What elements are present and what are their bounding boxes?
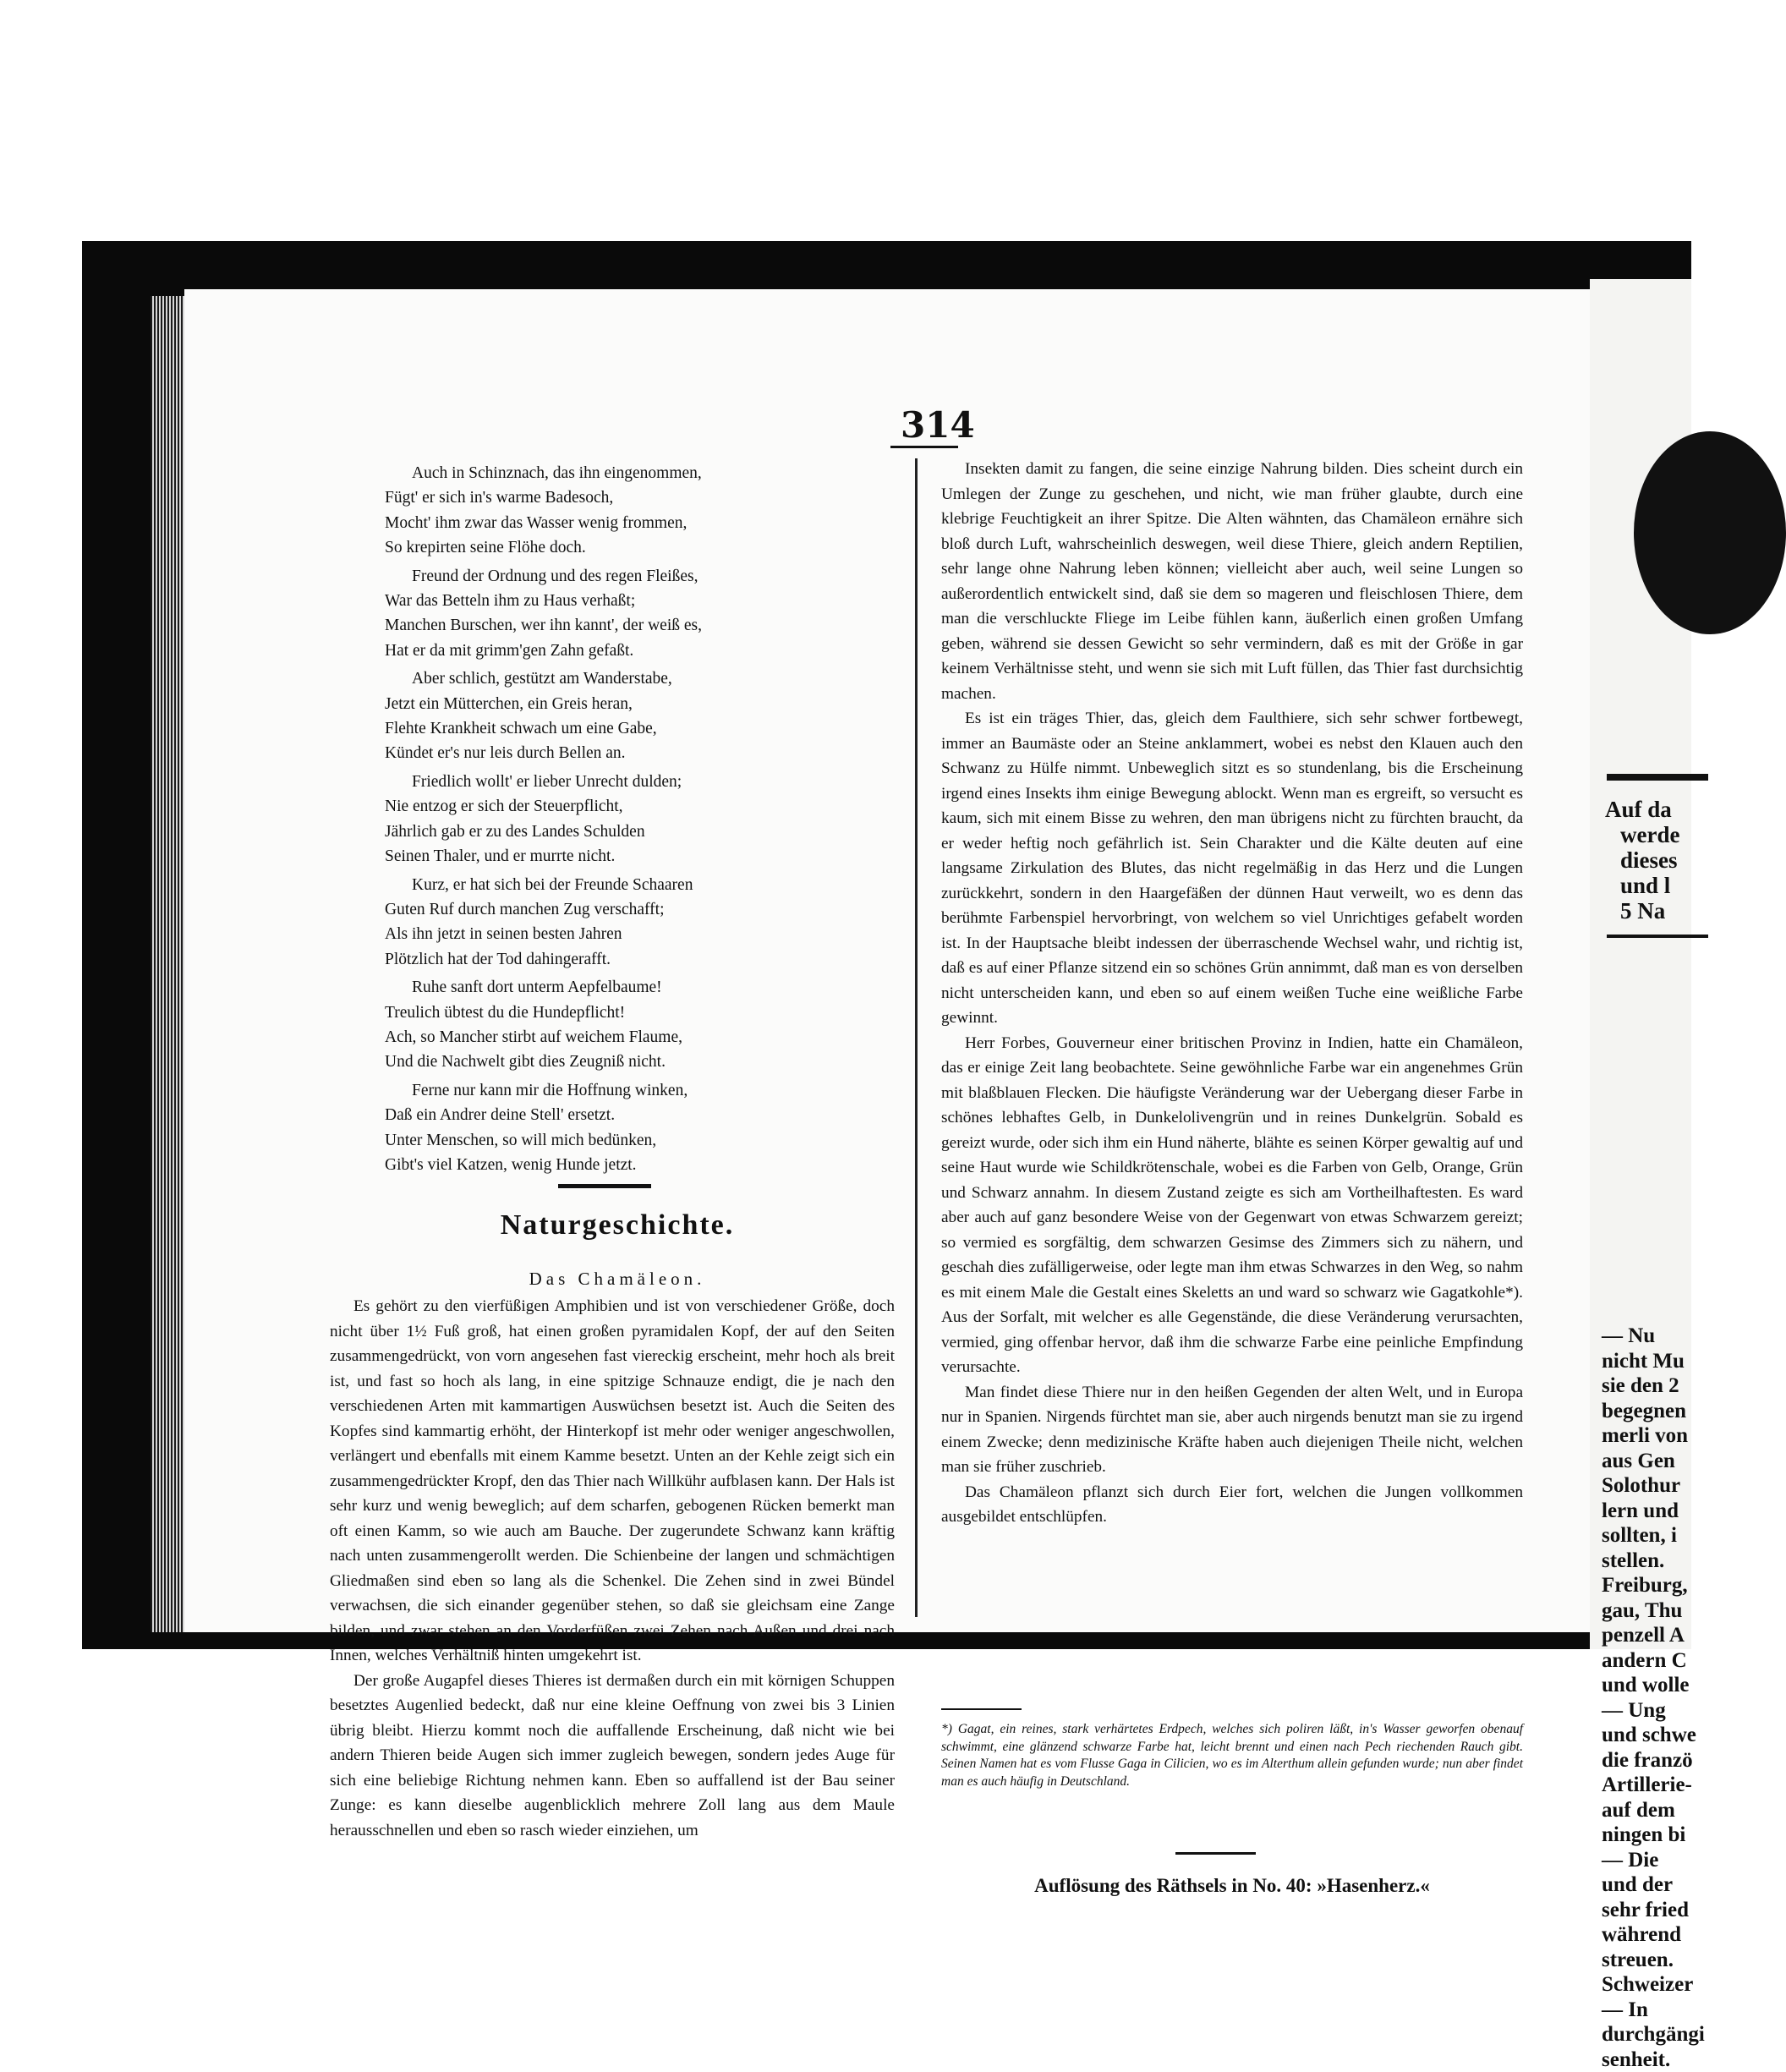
paragraph: Herr Forbes, Gouverneur einer britischen Provinz in Indien, hatte ein Chamäleon, das er einige Zeit lang beobachtete. Seine gewöhnliche Farbe war ein angenehmes Grün mit blaßblauen Flecken. Die häufigste Veränderung war der Uebergang dieser Farbe in schönes lebhaftes Gelb, in Dunkelolivengrün und in reines Dunkelgrün. Sobald es gereizt wurde, oder sich ihm ein Hund näherte, blähte es seinen Körper gewaltig auf und seine Haut wurde wie Schildkrötenschale, wobei es die Farben von Gelb, Orange, Grün und Schwarz annahm. In diesem Zustand zeigte es sich am Vortheilhaftesten. Es ward aber auch auf ganz besondere Weise von der Gegenwart von etwas Schwarzem gereizt; so vermied es sorgfältig, dem schwarzen Gesimse des Zimmers sich zu nähern, und geschah dies zufälligerweise, oder legte man ihm etwas Schwarzes in den Weg, so nahm es mit einem Male die Gestalt eines Skeletts an und ward so schwarz wie Gagatkohle*). Aus der Sorfalt, mit welcher es alle Gegenstände, die diese Veränderung verursachten, vermied, ging offenbar hervor, daß ihm die schwarze Farbe eine peinliche Empfindung verursachte. bbox=[941, 1031, 1523, 1380]
fragment-line: gau, Thu bbox=[1602, 1598, 1705, 1624]
paragraph: Es gehört zu den vierfüßigen Amphibien und ist von verschiedener Größe, doch nicht über 1½ Fuß groß, hat einen großen pyramidalen Kopf, der auf den Seiten zusammengedrückt, von vorn angesehen fast viereckig erscheint, mehr hoch als breit ist, und fast so hoch als lang, in eine spitzige Schnauze endigt, die je nach den verschiedenen Arten mit kammartigen Auswüchsen besetzt ist. Auch die Seiten des Kopfes sind kammartig erhöht, der Hinterkopf ist mehr oder weniger angeschwollen, verlängert und ebenfalls mit einem Kamme besetzt. Unten an der Kehle zeigt sich ein zusammengedrückter Kropf, den das Thier nach Willkühr aufblasen kann. Der Hals ist sehr kurz und wenig beweglich; auf dem scharfen, gebogenen Rücken bemerkt man oft einen Kamm, so wie auch am Bauche. Der zugerundete Schwanz kann kräftig nach unten zusammengerollt werden. Die Schienbeine der langen und schmächtigen Gliedmaßen sind eben so lang als die Schenkel. Die Zehen sind in zwei Bündel verwachsen, die sich einander gegenüber stehen, so daß sie gleichsam eine Zange bilden, und zwar stehen an den Vorderfüßen zwei Zehen nach Außen und drei nach Innen, welches Verhältniß hinten umgekehrt ist. bbox=[330, 1294, 895, 1669]
fragment-line: sollten, i bbox=[1602, 1523, 1705, 1549]
poem-line: Flehte Krankheit schwach um eine Gabe, bbox=[385, 716, 892, 741]
fragment-line: begegnen bbox=[1602, 1399, 1705, 1424]
poem-stanza bbox=[385, 666, 892, 766]
paragraph: Insekten damit zu fangen, die seine einzige Nahrung bilden. Dies scheint durch ein Umlegen der Zunge zu geschehen, und nicht, wie man früher glaubte, durch eine klebrige Feuchtigkeit an ihrer Spitze. Die Alten wähnten, das Chamäleon ernähre sich bloß durch Luft, wahrscheinlich deswegen, weil diese Thiere, gleich andern Reptilien, sehr lange ohne Nahrung leben können; vielleicht aber auch, weil seine Lungen so außerordentlich entwickelt sind, daß sie dem so mageren und fleischlosen Thiere, dem man die verschluckte Fliege im Leibe fühlen kann, äußerlich einen großen Umfang geben, während sie dessen Gewicht so sehr vermindern, daß es mit der Größe in gar keinem Verhältnisse steht, und wenn sie sich mit Luft füllen, das Thier fast durchsichtig machen. bbox=[941, 457, 1523, 706]
column-divider bbox=[915, 458, 918, 1617]
fragment-line: streuen. bbox=[1602, 1948, 1705, 1973]
paragraph: Das Chamäleon pflanzt sich durch Eier fort, welchen die Jungen vollkommen ausgebildet entschlüpfen. bbox=[941, 1480, 1523, 1530]
poem-line: Plötzlich hat der Tod dahingerafft. bbox=[385, 947, 892, 972]
book-page-edges bbox=[151, 296, 184, 1632]
fragment-line: — Die bbox=[1602, 1848, 1705, 1873]
left-column-text bbox=[330, 1294, 895, 1843]
fragment-line: und l bbox=[1620, 873, 1670, 898]
fragment-line: und schwe bbox=[1602, 1723, 1705, 1748]
fragment-line: — Nu bbox=[1602, 1324, 1705, 1349]
fragment-line: Schweizer bbox=[1602, 1972, 1705, 1998]
fragment-line: 5 Na bbox=[1620, 898, 1665, 924]
poem-stanza bbox=[385, 873, 892, 973]
footnote-rule bbox=[941, 1708, 1022, 1710]
section-rule bbox=[1175, 1852, 1256, 1855]
poem-stanza bbox=[385, 1078, 892, 1178]
fragment-line: auf dem bbox=[1602, 1798, 1705, 1823]
header-rule bbox=[890, 446, 958, 448]
fragment-line: lern und bbox=[1602, 1499, 1705, 1524]
paragraph: Es ist ein träges Thier, das, gleich dem Faulthiere, sich sehr schwer fortbewegt, immer an Baumäste oder an Steine anklammert, wobei es nebst den Klauen auch den Schwanz zu Hülfe nimmt. Unbeweglich sitzt es so stundenlang, bis die Erscheinung irgend eines Insekts ihm einige Bewegung ablockt. Wenn man es ergreift, so versucht es kaum, sich mit einem Bisse zu wehren, den man übrigens nicht zu fürchten braucht, da er weder heftig noch gefährlich ist. Sein Charakter und die Kälte deuten auf eine langsame Zirkulation des Blutes, das nicht regelmäßig in das Herz und die Lungen zurückkehrt, sondern in den Haargefäßen der dünnen Haut verweilt, wo es denn das berühmte Farbenspiel hervorbringt, von welchem so viel Unrichtiges gefabelt worden ist. In der Hauptsache bleibt indessen der überraschende Wechsel wahr, und richtig ist, daß es auf einer Pflanze sitzend ein so schönes Grün annimmt, daß man es von derselben nicht unterscheiden kann, und eben so auf einem weißen Tuche eine weißliche Farbe gewinnt. bbox=[941, 706, 1523, 1031]
poem-line: Freund der Ordnung und des regen Fleißes, bbox=[385, 564, 892, 589]
fragment-line: Solothur bbox=[1602, 1473, 1705, 1499]
fragment-column bbox=[1602, 1324, 1705, 2072]
poem-line: Auch in Schinznach, das ihn eingenommen, bbox=[385, 461, 892, 485]
poem-line: Als ihn jetzt in seinen besten Jahren bbox=[385, 922, 892, 946]
fragment-line: sie den 2 bbox=[1602, 1373, 1705, 1399]
fragment-line: dieses bbox=[1620, 847, 1678, 873]
section-title: Naturgeschichte. bbox=[457, 1209, 778, 1242]
fragment-line: aus Gen bbox=[1602, 1449, 1705, 1474]
poem-line: Seinen Thaler, und er murrte nicht. bbox=[385, 844, 892, 869]
poem-stanza bbox=[385, 564, 892, 664]
poem-line: So krepirten seine Flöhe doch. bbox=[385, 535, 892, 560]
fragment-line: sehr fried bbox=[1602, 1898, 1705, 1923]
poem-line: Jetzt ein Mütterchen, ein Greis heran, bbox=[385, 692, 892, 716]
fragment-line: — In bbox=[1602, 1998, 1705, 2023]
poem-line: Hat er da mit grimm'gen Zahn gefaßt. bbox=[385, 639, 892, 663]
poem-line: Und die Nachwelt gibt dies Zeugniß nicht. bbox=[385, 1050, 892, 1074]
paragraph: Man findet diese Thiere nur in den heißen Gegenden der alten Welt, und in Europa nur in Spanien. Nirgends fürchtet man sie, aber auch nirgends benutzt man sie zu irgend einem Zwecke; denn medizinische Kräfte haben auch diejenigen Theile nicht, welchen man sie früher zuschrieb. bbox=[941, 1380, 1523, 1480]
decorative-initial bbox=[1634, 431, 1786, 634]
poem-stanza bbox=[385, 770, 892, 869]
poem-stanza bbox=[385, 975, 892, 1075]
rule bbox=[1607, 935, 1708, 938]
fragment-line: Artillerie- bbox=[1602, 1773, 1705, 1798]
poem-line: Nie entzog er sich der Steuerpflicht, bbox=[385, 794, 892, 819]
poem-line: Ruhe sanft dort unterm Aepfelbaume! bbox=[385, 975, 892, 1000]
footnote: *) Gagat, ein reines, stark verhärtetes Erdpech, welches sich poliren läßt, in's Wasser geworfen obenauf schwimmt, eine glänzend schwarze Farbe hat, leicht brennt und einen nach Pech riechenden Rauch gibt. Seinen Namen hat es vom Flusse Gaga in Cilicien, wo es im Alterthum allein gefunden wurde; nun aber findet man es auch häufig in Deutschland. bbox=[941, 1721, 1523, 1790]
poem-line: Ferne nur kann mir die Hoffnung winken, bbox=[385, 1078, 892, 1103]
poem-line: Treulich übtest du die Hundepflicht! bbox=[385, 1000, 892, 1025]
fragment-line: penzell A bbox=[1602, 1623, 1705, 1648]
fragment-line: nicht Mu bbox=[1602, 1349, 1705, 1374]
fragment-line: senheit. bbox=[1602, 2047, 1705, 2072]
poem bbox=[385, 461, 892, 1181]
poem-line: Manchen Burschen, wer ihn kannt', der weiß es, bbox=[385, 613, 892, 638]
poem-line: Gibt's viel Katzen, wenig Hunde jetzt. bbox=[385, 1153, 892, 1177]
poem-stanza bbox=[385, 461, 892, 561]
fragment-line: Freiburg, bbox=[1602, 1573, 1705, 1598]
fragment-line: Auf da bbox=[1605, 797, 1672, 822]
fragment-line: andern C bbox=[1602, 1648, 1705, 1674]
fragment-line: stellen. bbox=[1602, 1549, 1705, 1574]
right-column-text bbox=[941, 457, 1523, 1530]
fragment-line: merli von bbox=[1602, 1423, 1705, 1449]
section-rule bbox=[558, 1184, 651, 1188]
page-number: 314 bbox=[901, 404, 975, 446]
poem-line: Ach, so Mancher stirbt auf weichem Flaume, bbox=[385, 1025, 892, 1050]
adjacent-page-fragment bbox=[1590, 279, 1691, 1649]
poem-line: War das Betteln ihm zu Haus verhaßt; bbox=[385, 589, 892, 613]
poem-line: Fügt' er sich in's warme Badesoch, bbox=[385, 485, 892, 510]
rule bbox=[1607, 774, 1708, 781]
poem-line: Kündet er's nur leis durch Bellen an. bbox=[385, 741, 892, 765]
poem-line: Jährlich gab er zu des Landes Schulden bbox=[385, 819, 892, 844]
poem-line: Mocht' ihm zwar das Wasser wenig frommen, bbox=[385, 511, 892, 535]
poem-line: Friedlich wollt' er lieber Unrecht dulden; bbox=[385, 770, 892, 794]
fragment-line: durchgängi bbox=[1602, 2022, 1705, 2047]
poem-line: Daß ein Andrer deine Stell' ersetzt. bbox=[385, 1103, 892, 1127]
fragment-line: ningen bi bbox=[1602, 1823, 1705, 1848]
poem-line: Unter Menschen, so will mich bedünken, bbox=[385, 1128, 892, 1153]
fragment-line: und wolle bbox=[1602, 1673, 1705, 1698]
paragraph: Der große Augapfel dieses Thieres ist dermaßen durch ein mit körnigen Schuppen besetztes Augenlied bedeckt, daß nur eine kleine Oeffnung von zwei bis 3 Linien übrig bleibt. Hierzu kommt noch die auffallende Erscheinung, daß nicht wie bei andern Thieren beide Augen sich immer zugleich bewegen, sondern jedes Auge für sich eine beliebige Richtung nehmen kann. Eben so auffallend ist der Bau seiner Zunge: es kann dieselbe augenblicklich mehrere Zoll lang aus dem Maule herausschnellen und eben so rasch wieder einziehen, um bbox=[330, 1669, 895, 1844]
poem-line: Guten Ruf durch manchen Zug verschafft; bbox=[385, 897, 892, 922]
fragment-line: werde bbox=[1620, 822, 1679, 847]
riddle-solution: Auflösung des Räthsels in No. 40: »Hasenherz.« bbox=[941, 1875, 1523, 1897]
fragment-line: die franzö bbox=[1602, 1748, 1705, 1773]
fragment-line: — Ung bbox=[1602, 1698, 1705, 1724]
fragment-line: und der bbox=[1602, 1872, 1705, 1898]
fragment-line: während bbox=[1602, 1922, 1705, 1948]
poem-line: Aber schlich, gestützt am Wanderstabe, bbox=[385, 666, 892, 691]
article-title: Das Chamäleon. bbox=[457, 1269, 778, 1290]
poem-line: Kurz, er hat sich bei der Freunde Schaaren bbox=[385, 873, 892, 897]
